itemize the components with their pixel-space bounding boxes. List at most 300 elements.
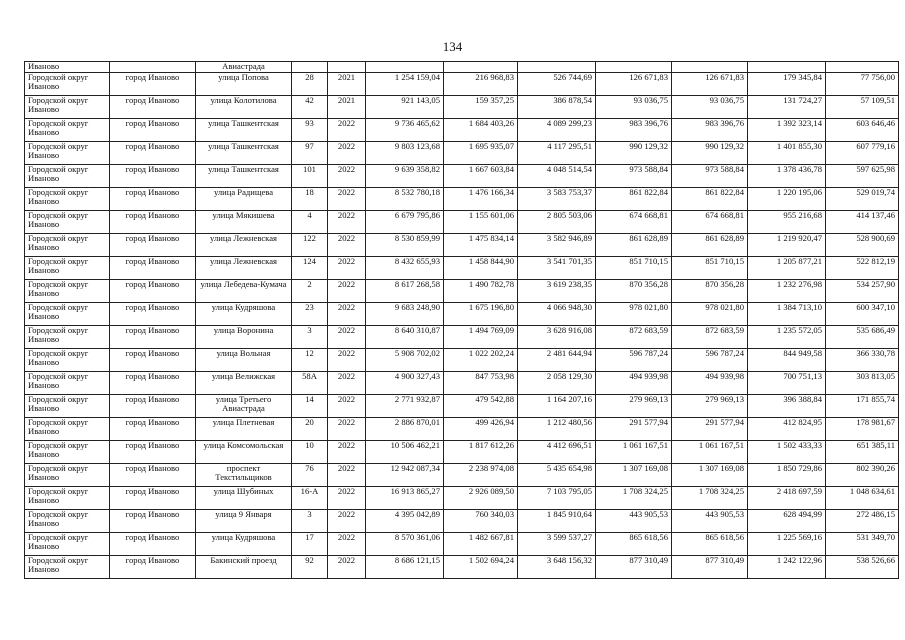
street-cell: Авиастрада (196, 62, 292, 73)
house-number-cell: 10 (292, 441, 328, 464)
municipality-cell: Городской округ Иваново (25, 73, 110, 96)
regional-budget-cell: 3 541 701,35 (518, 257, 596, 280)
table-row (25, 487, 899, 510)
fund-cell: 1 695 935,07 (444, 142, 518, 165)
street-cell: улица Плетневая (196, 418, 292, 441)
other-funds-cell: 802 390,26 (826, 464, 899, 487)
other-funds-cell: 528 900,69 (826, 234, 899, 257)
local-budget-1-cell: 126 671,83 (596, 73, 672, 96)
locality-cell: город Иваново (110, 234, 196, 257)
regional-budget-cell: 4 089 299,23 (518, 119, 596, 142)
owners-funds-cell: 700 751,13 (748, 372, 826, 395)
other-funds-cell: 538 526,66 (826, 556, 899, 579)
total-cost-cell: 16 913 865,27 (366, 487, 444, 510)
municipality-cell: Городской округ Иваново (25, 395, 110, 418)
local-budget-2-cell: 1 307 169,08 (672, 464, 748, 487)
regional-budget-cell (518, 62, 596, 73)
local-budget-1-cell: 596 787,24 (596, 349, 672, 372)
municipality-cell: Городской округ Иваново (25, 280, 110, 303)
other-funds-cell: 534 257,90 (826, 280, 899, 303)
total-cost-cell (366, 62, 444, 73)
local-budget-1-cell: 291 577,94 (596, 418, 672, 441)
regional-budget-cell: 4 117 295,51 (518, 142, 596, 165)
total-cost-cell: 8 686 121,15 (366, 556, 444, 579)
street-cell: Бакинский проезд (196, 556, 292, 579)
locality-cell: город Иваново (110, 349, 196, 372)
total-cost-cell: 4 395 042,89 (366, 510, 444, 533)
regional-budget-cell: 2 805 503,06 (518, 211, 596, 234)
local-budget-2-cell: 861 822,84 (672, 188, 748, 211)
total-cost-cell: 10 506 462,21 (366, 441, 444, 464)
table-row (25, 211, 899, 234)
year-cell: 2022 (328, 119, 366, 142)
house-number-cell: 23 (292, 303, 328, 326)
total-cost-cell: 2 771 932,87 (366, 395, 444, 418)
house-number-cell: 93 (292, 119, 328, 142)
table-row (25, 303, 899, 326)
year-cell: 2022 (328, 441, 366, 464)
table-row (25, 326, 899, 349)
fund-cell: 1 502 694,24 (444, 556, 518, 579)
fund-cell: 1 022 202,24 (444, 349, 518, 372)
regional-budget-cell: 7 103 795,05 (518, 487, 596, 510)
owners-funds-cell: 1 392 323,14 (748, 119, 826, 142)
other-funds-cell (826, 62, 899, 73)
other-funds-cell: 414 137,46 (826, 211, 899, 234)
regional-budget-cell: 3 599 537,27 (518, 533, 596, 556)
local-budget-2-cell: 443 905,53 (672, 510, 748, 533)
total-cost-cell: 2 886 870,01 (366, 418, 444, 441)
local-budget-1-cell: 865 618,56 (596, 533, 672, 556)
owners-funds-cell: 844 949,58 (748, 349, 826, 372)
table-row (25, 533, 899, 556)
house-number-cell: 16-А (292, 487, 328, 510)
house-number-cell (292, 62, 328, 73)
street-cell: улица Мякишева (196, 211, 292, 234)
regional-budget-cell: 4 066 948,30 (518, 303, 596, 326)
local-budget-2-cell: 851 710,15 (672, 257, 748, 280)
owners-funds-cell: 1 502 433,33 (748, 441, 826, 464)
locality-cell: город Иваново (110, 556, 196, 579)
fund-cell: 1 482 667,81 (444, 533, 518, 556)
local-budget-1-cell: 674 668,81 (596, 211, 672, 234)
year-cell: 2022 (328, 211, 366, 234)
year-cell: 2022 (328, 349, 366, 372)
municipality-cell: Городской округ Иваново (25, 326, 110, 349)
local-budget-2-cell (672, 62, 748, 73)
year-cell: 2022 (328, 464, 366, 487)
fund-cell: 1 155 601,06 (444, 211, 518, 234)
owners-funds-cell: 628 494,99 (748, 510, 826, 533)
fund-cell: 1 667 603,84 (444, 165, 518, 188)
house-number-cell: 12 (292, 349, 328, 372)
locality-cell: город Иваново (110, 418, 196, 441)
regional-budget-cell: 1 164 207,16 (518, 395, 596, 418)
street-cell: проспект Текстильщиков (196, 464, 292, 487)
local-budget-2-cell: 983 396,76 (672, 119, 748, 142)
fund-cell: 1 490 782,78 (444, 280, 518, 303)
municipality-cell: Городской округ Иваново (25, 211, 110, 234)
municipality-cell: Городской округ Иваново (25, 349, 110, 372)
table-row (25, 418, 899, 441)
total-cost-cell: 9 803 123,68 (366, 142, 444, 165)
other-funds-cell: 600 347,10 (826, 303, 899, 326)
other-funds-cell: 522 812,19 (826, 257, 899, 280)
municipality-cell: Городской округ Иваново (25, 303, 110, 326)
municipality-cell: Городской округ Иваново (25, 119, 110, 142)
table-row (25, 349, 899, 372)
year-cell: 2022 (328, 142, 366, 165)
street-cell: улица Кудряшова (196, 533, 292, 556)
year-cell: 2022 (328, 487, 366, 510)
municipality-cell: Городской округ Иваново (25, 96, 110, 119)
owners-funds-cell: 179 345,84 (748, 73, 826, 96)
other-funds-cell: 535 686,49 (826, 326, 899, 349)
page-number: 134 (442, 39, 463, 54)
year-cell: 2021 (328, 73, 366, 96)
owners-funds-cell: 1 384 713,10 (748, 303, 826, 326)
total-cost-cell: 8 532 780,18 (366, 188, 444, 211)
owners-funds-cell: 1 401 855,30 (748, 142, 826, 165)
municipality-cell: Городской округ Иваново (25, 234, 110, 257)
locality-cell: город Иваново (110, 303, 196, 326)
locality-cell: город Иваново (110, 372, 196, 395)
regional-budget-cell: 1 845 910,64 (518, 510, 596, 533)
total-cost-cell: 9 683 248,90 (366, 303, 444, 326)
local-budget-2-cell: 865 618,56 (672, 533, 748, 556)
local-budget-1-cell: 861 628,89 (596, 234, 672, 257)
street-cell: улица 9 Января (196, 510, 292, 533)
local-budget-2-cell: 494 939,98 (672, 372, 748, 395)
other-funds-cell: 607 779,16 (826, 142, 899, 165)
municipality-cell: Городской округ Иваново (25, 533, 110, 556)
year-cell: 2022 (328, 280, 366, 303)
owners-funds-cell: 1 378 436,78 (748, 165, 826, 188)
other-funds-cell: 603 646,46 (826, 119, 899, 142)
table-row (25, 62, 899, 73)
total-cost-cell: 9 639 358,82 (366, 165, 444, 188)
street-cell: улица Попова (196, 73, 292, 96)
house-number-cell: 3 (292, 326, 328, 349)
local-budget-2-cell: 596 787,24 (672, 349, 748, 372)
owners-funds-cell: 1 232 276,98 (748, 280, 826, 303)
total-cost-cell: 5 908 702,02 (366, 349, 444, 372)
regional-budget-cell: 3 582 946,89 (518, 234, 596, 257)
locality-cell: город Иваново (110, 257, 196, 280)
local-budget-1-cell: 443 905,53 (596, 510, 672, 533)
table-row (25, 441, 899, 464)
table-row (25, 257, 899, 280)
house-number-cell: 17 (292, 533, 328, 556)
total-cost-cell: 8 432 655,93 (366, 257, 444, 280)
local-budget-2-cell: 1 708 324,25 (672, 487, 748, 510)
house-number-cell: 20 (292, 418, 328, 441)
fund-cell (444, 62, 518, 73)
table-row (25, 165, 899, 188)
total-cost-cell: 8 617 268,58 (366, 280, 444, 303)
owners-funds-cell (748, 62, 826, 73)
total-cost-cell: 12 942 087,34 (366, 464, 444, 487)
local-budget-1-cell: 877 310,49 (596, 556, 672, 579)
house-number-cell: 3 (292, 510, 328, 533)
year-cell: 2022 (328, 533, 366, 556)
fund-cell: 1 817 612,26 (444, 441, 518, 464)
other-funds-cell: 1 048 634,61 (826, 487, 899, 510)
street-cell: улица Радищева (196, 188, 292, 211)
fund-cell: 760 340,03 (444, 510, 518, 533)
street-cell: улица Третьего Авиастрада (196, 395, 292, 418)
locality-cell: город Иваново (110, 280, 196, 303)
fund-cell: 1 475 834,14 (444, 234, 518, 257)
local-budget-1-cell (596, 62, 672, 73)
other-funds-cell: 77 756,00 (826, 73, 899, 96)
owners-funds-cell: 1 205 877,21 (748, 257, 826, 280)
fund-cell: 216 968,83 (444, 73, 518, 96)
year-cell: 2022 (328, 556, 366, 579)
local-budget-1-cell: 861 822,84 (596, 188, 672, 211)
house-number-cell: 28 (292, 73, 328, 96)
local-budget-2-cell: 877 310,49 (672, 556, 748, 579)
total-cost-cell: 8 530 859,99 (366, 234, 444, 257)
other-funds-cell: 531 349,70 (826, 533, 899, 556)
table-row (25, 119, 899, 142)
local-budget-2-cell: 126 671,83 (672, 73, 748, 96)
fund-cell: 2 926 089,50 (444, 487, 518, 510)
total-cost-cell: 9 736 465,62 (366, 119, 444, 142)
table-row (25, 280, 899, 303)
owners-funds-cell: 1 850 729,86 (748, 464, 826, 487)
other-funds-cell: 171 855,74 (826, 395, 899, 418)
locality-cell: город Иваново (110, 188, 196, 211)
regional-budget-cell: 3 619 238,35 (518, 280, 596, 303)
year-cell: 2022 (328, 257, 366, 280)
owners-funds-cell: 1 242 122,96 (748, 556, 826, 579)
table-row (25, 556, 899, 579)
locality-cell: город Иваново (110, 326, 196, 349)
street-cell: улица Ташкентская (196, 165, 292, 188)
house-number-cell: 101 (292, 165, 328, 188)
local-budget-2-cell: 861 628,89 (672, 234, 748, 257)
total-cost-cell: 8 570 361,06 (366, 533, 444, 556)
other-funds-cell: 366 330,78 (826, 349, 899, 372)
fund-cell: 2 238 974,08 (444, 464, 518, 487)
table-row (25, 464, 899, 487)
local-budget-1-cell: 978 021,80 (596, 303, 672, 326)
other-funds-cell: 529 019,74 (826, 188, 899, 211)
local-budget-2-cell: 291 577,94 (672, 418, 748, 441)
local-budget-2-cell: 279 969,13 (672, 395, 748, 418)
house-number-cell: 76 (292, 464, 328, 487)
street-cell: улица Шубиных (196, 487, 292, 510)
fund-cell: 1 684 403,26 (444, 119, 518, 142)
house-number-cell: 92 (292, 556, 328, 579)
house-number-cell: 42 (292, 96, 328, 119)
municipality-cell: Городской округ Иваново (25, 464, 110, 487)
street-cell: улица Колотилова (196, 96, 292, 119)
house-number-cell: 2 (292, 280, 328, 303)
fund-cell: 1 458 844,90 (444, 257, 518, 280)
locality-cell: город Иваново (110, 395, 196, 418)
regional-budget-cell: 386 878,54 (518, 96, 596, 119)
local-budget-2-cell: 674 668,81 (672, 211, 748, 234)
local-budget-1-cell: 279 969,13 (596, 395, 672, 418)
locality-cell: город Иваново (110, 142, 196, 165)
locality-cell: город Иваново (110, 487, 196, 510)
owners-funds-cell: 955 216,68 (748, 211, 826, 234)
fund-cell: 499 426,94 (444, 418, 518, 441)
year-cell: 2022 (328, 188, 366, 211)
street-cell: улица Ташкентская (196, 119, 292, 142)
fund-cell: 1 494 769,09 (444, 326, 518, 349)
municipality-cell: Городской округ Иваново (25, 441, 110, 464)
year-cell: 2022 (328, 165, 366, 188)
total-cost-cell: 1 254 159,04 (366, 73, 444, 96)
regional-budget-cell: 3 628 916,08 (518, 326, 596, 349)
buildings-table (24, 61, 899, 579)
fund-cell: 479 542,88 (444, 395, 518, 418)
regional-budget-cell: 3 648 156,32 (518, 556, 596, 579)
year-cell: 2022 (328, 372, 366, 395)
house-number-cell: 4 (292, 211, 328, 234)
local-budget-1-cell: 872 683,59 (596, 326, 672, 349)
other-funds-cell: 303 813,05 (826, 372, 899, 395)
local-budget-1-cell: 870 356,28 (596, 280, 672, 303)
fund-cell: 1 476 166,34 (444, 188, 518, 211)
house-number-cell: 122 (292, 234, 328, 257)
local-budget-1-cell: 973 588,84 (596, 165, 672, 188)
municipality-cell: Городской округ Иваново (25, 487, 110, 510)
street-cell: улица Лебедева-Кумача (196, 280, 292, 303)
year-cell: 2022 (328, 303, 366, 326)
year-cell: 2021 (328, 96, 366, 119)
table-body (25, 62, 899, 579)
regional-budget-cell: 4 412 696,51 (518, 441, 596, 464)
table-row (25, 96, 899, 119)
owners-funds-cell: 1 220 195,06 (748, 188, 826, 211)
other-funds-cell: 178 981,67 (826, 418, 899, 441)
street-cell: улица Комсомольская (196, 441, 292, 464)
local-budget-1-cell: 1 061 167,51 (596, 441, 672, 464)
street-cell: улица Велижская (196, 372, 292, 395)
regional-budget-cell: 526 744,69 (518, 73, 596, 96)
total-cost-cell: 921 143,05 (366, 96, 444, 119)
other-funds-cell: 651 385,11 (826, 441, 899, 464)
year-cell: 2022 (328, 326, 366, 349)
year-cell: 2022 (328, 418, 366, 441)
street-cell: улица Воронина (196, 326, 292, 349)
locality-cell: город Иваново (110, 211, 196, 234)
street-cell: улица Ташкентская (196, 142, 292, 165)
regional-budget-cell: 4 048 514,54 (518, 165, 596, 188)
locality-cell: город Иваново (110, 73, 196, 96)
other-funds-cell: 597 625,98 (826, 165, 899, 188)
owners-funds-cell: 131 724,27 (748, 96, 826, 119)
local-budget-1-cell: 1 307 169,08 (596, 464, 672, 487)
locality-cell: город Иваново (110, 96, 196, 119)
table-row (25, 142, 899, 165)
owners-funds-cell: 1 235 572,05 (748, 326, 826, 349)
owners-funds-cell: 2 418 697,59 (748, 487, 826, 510)
local-budget-1-cell: 990 129,32 (596, 142, 672, 165)
local-budget-2-cell: 1 061 167,51 (672, 441, 748, 464)
table-row (25, 73, 899, 96)
street-cell: улица Лежневская (196, 257, 292, 280)
local-budget-1-cell: 983 396,76 (596, 119, 672, 142)
house-number-cell: 124 (292, 257, 328, 280)
fund-cell: 159 357,25 (444, 96, 518, 119)
street-cell: улица Лежневская (196, 234, 292, 257)
owners-funds-cell: 396 388,84 (748, 395, 826, 418)
other-funds-cell: 57 109,51 (826, 96, 899, 119)
municipality-cell: Иваново (25, 62, 110, 73)
locality-cell: город Иваново (110, 441, 196, 464)
street-cell: улица Кудряшова (196, 303, 292, 326)
municipality-cell: Городской округ Иваново (25, 165, 110, 188)
year-cell (328, 62, 366, 73)
table-row (25, 510, 899, 533)
local-budget-2-cell: 93 036,75 (672, 96, 748, 119)
locality-cell: город Иваново (110, 464, 196, 487)
municipality-cell: Городской округ Иваново (25, 257, 110, 280)
house-number-cell: 58А (292, 372, 328, 395)
local-budget-1-cell: 93 036,75 (596, 96, 672, 119)
municipality-cell: Городской округ Иваново (25, 372, 110, 395)
regional-budget-cell: 5 435 654,98 (518, 464, 596, 487)
local-budget-2-cell: 870 356,28 (672, 280, 748, 303)
local-budget-1-cell: 1 708 324,25 (596, 487, 672, 510)
local-budget-1-cell: 494 939,98 (596, 372, 672, 395)
table-row (25, 234, 899, 257)
municipality-cell: Городской округ Иваново (25, 510, 110, 533)
house-number-cell: 97 (292, 142, 328, 165)
table-row (25, 395, 899, 418)
other-funds-cell: 272 486,15 (826, 510, 899, 533)
local-budget-1-cell: 851 710,15 (596, 257, 672, 280)
regional-budget-cell: 2 481 644,94 (518, 349, 596, 372)
regional-budget-cell: 3 583 753,37 (518, 188, 596, 211)
year-cell: 2022 (328, 234, 366, 257)
local-budget-2-cell: 978 021,80 (672, 303, 748, 326)
locality-cell: город Иваново (110, 510, 196, 533)
year-cell: 2022 (328, 510, 366, 533)
table-row (25, 372, 899, 395)
owners-funds-cell: 412 824,95 (748, 418, 826, 441)
total-cost-cell: 4 900 327,43 (366, 372, 444, 395)
total-cost-cell: 8 640 310,87 (366, 326, 444, 349)
local-budget-2-cell: 990 129,32 (672, 142, 748, 165)
local-budget-2-cell: 872 683,59 (672, 326, 748, 349)
fund-cell: 1 675 196,80 (444, 303, 518, 326)
municipality-cell: Городской округ Иваново (25, 556, 110, 579)
total-cost-cell: 6 679 795,86 (366, 211, 444, 234)
local-budget-2-cell: 973 588,84 (672, 165, 748, 188)
owners-funds-cell: 1 219 920,47 (748, 234, 826, 257)
municipality-cell: Городской округ Иваново (25, 188, 110, 211)
house-number-cell: 18 (292, 188, 328, 211)
regional-budget-cell: 2 058 129,30 (518, 372, 596, 395)
house-number-cell: 14 (292, 395, 328, 418)
street-cell: улица Вольная (196, 349, 292, 372)
municipality-cell: Городской округ Иваново (25, 142, 110, 165)
municipality-cell: Городской округ Иваново (25, 418, 110, 441)
locality-cell (110, 62, 196, 73)
fund-cell: 847 753,98 (444, 372, 518, 395)
table-row (25, 188, 899, 211)
regional-budget-cell: 1 212 480,56 (518, 418, 596, 441)
locality-cell: город Иваново (110, 533, 196, 556)
year-cell: 2022 (328, 395, 366, 418)
locality-cell: город Иваново (110, 165, 196, 188)
